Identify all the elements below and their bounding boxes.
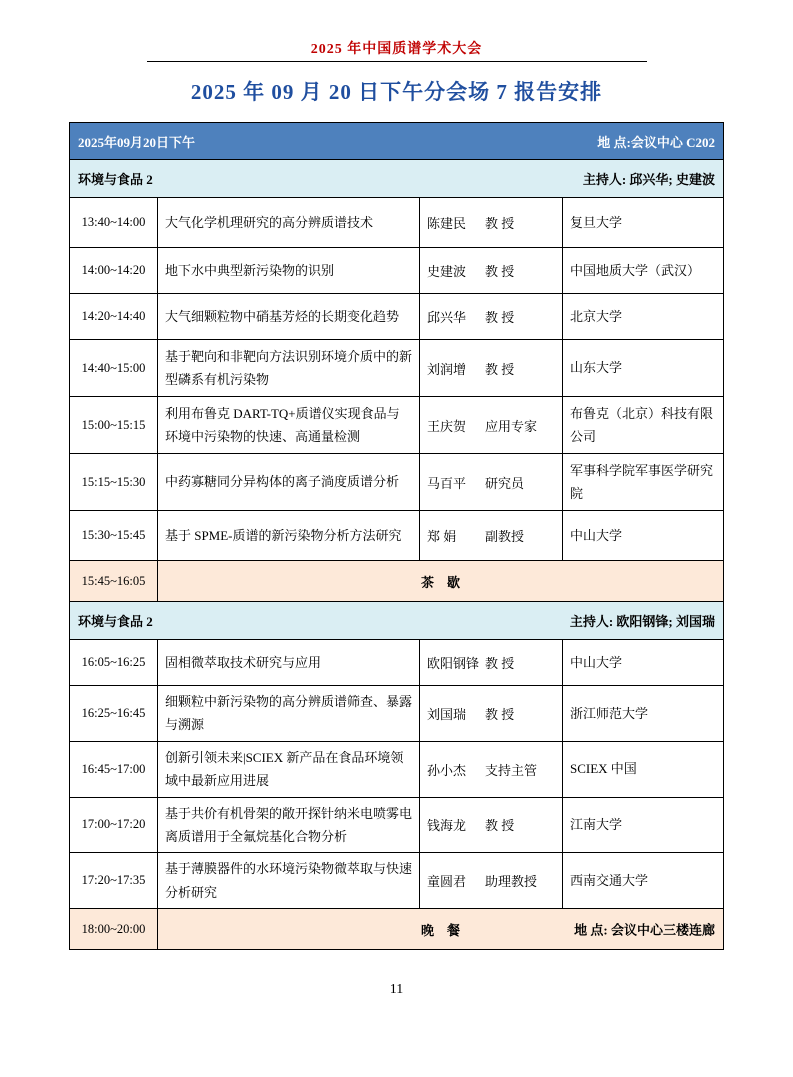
talk-time: 14:00~14:20 [69,248,157,294]
talk-speaker-cell [419,853,562,909]
talk-time: 15:00~15:15 [69,397,157,454]
talk-speaker-cell [419,686,562,742]
talk-time: 13:40~14:00 [69,198,157,248]
table-row [69,340,723,397]
talk-time: 14:20~14:40 [69,294,157,340]
section-header-row [69,602,723,640]
talk-speaker-cell [419,294,562,340]
conference-title: 2025 年中国质谱学术大会 [310,42,483,57]
session-date: 2025年09月20日下午 [77,134,195,150]
speaker-name: 刘国瑞 [426,706,466,722]
table-row [69,797,723,853]
talk-title: 基于共价有机骨架的敞开探针纳米电喷雾电离质谱用于全氟烷基化合物分析 [157,797,419,853]
tea-break-row [69,561,723,602]
header-divider [147,61,647,62]
break-location: 地 点: 会议中心三楼连廊 [574,922,716,938]
talk-affiliation: 西南交通大学 [562,853,723,909]
talk-time: 14:40~15:00 [69,340,157,397]
section-name: 环境与食品 2 [77,172,153,187]
talk-affiliation: 浙江师范大学 [562,686,723,742]
talk-affiliation: SCIEX 中国 [562,741,723,797]
talk-speaker-cell [419,454,562,511]
schedule-table [69,122,724,950]
table-header-row [69,123,723,160]
table-row [69,511,723,561]
table-row [69,640,723,686]
talk-title: 中药寡糖同分异构体的离子淌度质谱分析 [157,454,419,511]
speaker-name: 童圆君 [426,874,466,890]
speaker-name: 孙小杰 [426,762,466,778]
speaker-role: 教 授 [484,216,515,231]
speaker-name: 欧阳钢锋 [426,656,479,671]
page-number: 11 [389,982,404,997]
talk-title: 地下水中典型新污染物的识别 [157,248,419,294]
speaker-name: 王庆贺 [426,418,466,434]
break-time: 18:00~20:00 [69,909,157,950]
talk-affiliation: 中国地质大学（武汉） [562,248,723,294]
table-row [69,248,723,294]
speaker-role: 应用专家 [484,418,537,434]
talk-title: 大气化学机理研究的高分辨质谱技术 [157,198,419,248]
table-row [69,294,723,340]
talk-affiliation: 布鲁克（北京）科技有限公司 [562,397,723,454]
speaker-role: 教 授 [484,818,515,834]
talk-affiliation: 山东大学 [562,340,723,397]
speaker-name: 马百平 [426,475,466,491]
section-name: 环境与食品 2 [77,614,153,629]
talk-title: 大气细颗粒物中硝基芳烃的长期变化趋势 [157,294,419,340]
break-label-cell [157,561,723,602]
talk-speaker-cell [419,248,562,294]
table-row [69,198,723,248]
speaker-role: 教 授 [484,706,515,722]
page-title: 2025 年 09 月 20 日下午分会场 7 报告安排 [190,80,603,104]
speaker-role: 研究员 [484,475,524,491]
talk-speaker-cell [419,340,562,397]
talk-time: 16:45~17:00 [69,741,157,797]
table-row [69,397,723,454]
speaker-name: 邱兴华 [426,310,466,325]
speaker-role: 支持主管 [484,762,537,778]
table-row [69,686,723,742]
speaker-name: 钱海龙 [426,818,466,834]
talk-affiliation: 复旦大学 [562,198,723,248]
talk-title: 细颗粒中新污染物的高分辨质谱筛查、暴露与溯源 [157,686,419,742]
talk-title: 利用布鲁克 DART-TQ+质谱仪实现食品与环境中污染物的快速、高通量检测 [157,397,419,454]
break-label: 茶 歇 [420,574,460,590]
talk-speaker-cell [419,397,562,454]
speaker-role: 教 授 [484,310,515,325]
talk-speaker-cell [419,797,562,853]
speaker-role: 教 授 [484,361,515,377]
break-time: 15:45~16:05 [69,561,157,602]
talk-speaker-cell [419,741,562,797]
talk-time: 16:05~16:25 [69,640,157,686]
talk-time: 16:25~16:45 [69,686,157,742]
talk-time: 15:15~15:30 [69,454,157,511]
talk-time: 15:30~15:45 [69,511,157,561]
table-row [69,741,723,797]
break-label-cell [157,909,723,950]
talk-time: 17:20~17:35 [69,853,157,909]
talk-title: 固相微萃取技术研究与应用 [157,640,419,686]
table-row [69,454,723,511]
talk-speaker-cell [419,640,562,686]
session-location: 地 点:会议中心 C202 [597,134,716,150]
break-label: 晚 餐 [420,922,460,938]
talk-affiliation: 中山大学 [562,511,723,561]
speaker-name: 郑 娟 [426,529,457,544]
section-header-row [69,160,723,198]
talk-affiliation: 中山大学 [562,640,723,686]
speaker-name: 刘润增 [426,361,466,377]
speaker-name: 史建波 [426,264,466,279]
speaker-role: 助理教授 [484,874,537,890]
talk-title: 基于 SPME-质谱的新污染物分析方法研究 [157,511,419,561]
speaker-role: 教 授 [484,264,515,279]
talk-title: 基于薄膜器件的水环境污染物微萃取与快速分析研究 [157,853,419,909]
talk-speaker-cell [419,198,562,248]
table-row [69,853,723,909]
talk-affiliation: 北京大学 [562,294,723,340]
dinner-row [69,909,723,950]
talk-time: 17:00~17:20 [69,797,157,853]
talk-title: 基于靶向和非靶向方法识别环境介质中的新型磷系有机污染物 [157,340,419,397]
section-chairs: 主持人: 欧阳钢锋; 刘国瑞 [569,614,716,629]
talk-title: 创新引领未来|SCIEX 新产品在食品环境领域中最新应用进展 [157,741,419,797]
talk-speaker-cell [419,511,562,561]
section-chairs: 主持人: 邱兴华; 史建波 [582,172,716,187]
talk-affiliation: 江南大学 [562,797,723,853]
speaker-name: 陈建民 [426,216,466,231]
talk-affiliation: 军事科学院军事医学研究院 [562,454,723,511]
speaker-role: 教 授 [484,656,515,671]
speaker-role: 副教授 [484,529,524,544]
